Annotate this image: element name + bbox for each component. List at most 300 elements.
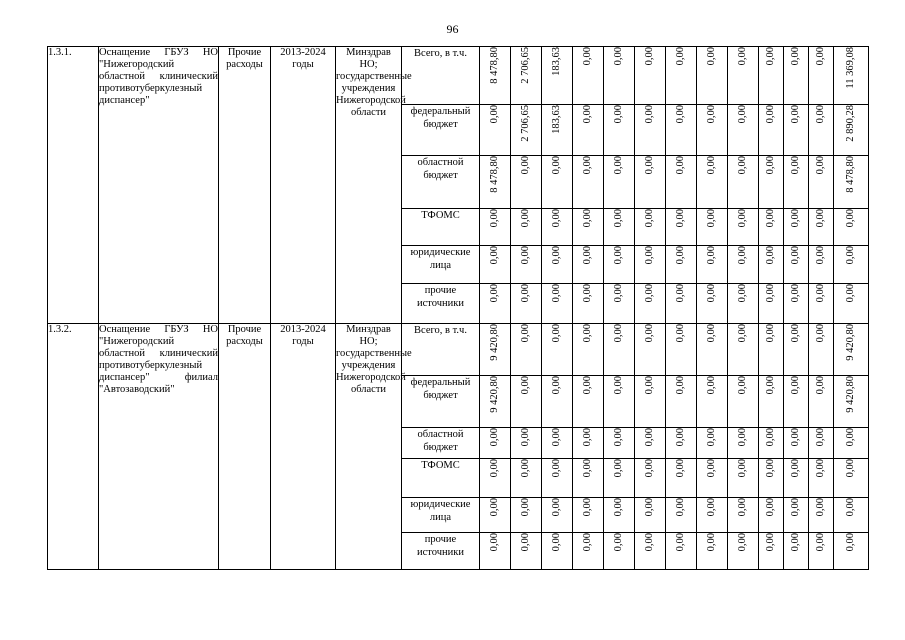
total-value-cell [834, 47, 869, 105]
value-cell [728, 428, 759, 459]
value-text: 0,00 [613, 284, 624, 303]
value-cell [635, 376, 666, 428]
value-cell [784, 324, 809, 376]
value-text: 9 420,80 [489, 376, 500, 413]
value-cell [511, 209, 542, 246]
value-text: 8 478,80 [489, 156, 500, 193]
value-cell [635, 324, 666, 376]
value-text: 0,00 [613, 324, 624, 343]
value-text: 0,00 [790, 246, 801, 265]
value-cell [809, 209, 834, 246]
value-cell [784, 459, 809, 498]
value-text: 0,00 [489, 459, 500, 478]
value-cell [809, 428, 834, 459]
funding-source: юридические лица [402, 246, 480, 284]
value-cell [759, 376, 784, 428]
value-cell [809, 156, 834, 209]
funding-source: прочие источники [402, 284, 480, 324]
value-cell [784, 209, 809, 246]
value-cell [511, 284, 542, 324]
value-text: 0,00 [582, 376, 593, 395]
value-cell [697, 47, 728, 105]
value-text: 0,00 [551, 533, 562, 552]
value-cell [480, 498, 511, 533]
value-text: 0,00 [644, 156, 655, 175]
total-value-cell [834, 459, 869, 498]
value-text: 0,00 [675, 498, 686, 517]
value-cell [666, 284, 697, 324]
value-text: 0,00 [765, 246, 776, 265]
value-cell [635, 428, 666, 459]
value-cell [635, 498, 666, 533]
value-text: 0,00 [815, 533, 826, 552]
value-cell [728, 498, 759, 533]
value-cell [666, 47, 697, 105]
value-cell [759, 47, 784, 105]
value-cell [728, 209, 759, 246]
total-value-cell [834, 498, 869, 533]
value-cell [480, 246, 511, 284]
value-text: 0,00 [790, 459, 801, 478]
value-cell [784, 533, 809, 570]
value-text: 0,00 [845, 533, 856, 552]
value-text: 0,00 [765, 533, 776, 552]
value-cell [573, 376, 604, 428]
value-text: 0,00 [551, 376, 562, 395]
value-cell [511, 47, 542, 105]
value-cell [728, 156, 759, 209]
value-cell [809, 459, 834, 498]
value-cell [511, 498, 542, 533]
value-cell [511, 324, 542, 376]
value-text: 0,00 [551, 324, 562, 343]
implementation-period: 2013-2024 годы [271, 47, 336, 324]
value-cell [511, 105, 542, 156]
value-text: 0,00 [582, 284, 593, 303]
value-cell [573, 533, 604, 570]
value-text: 0,00 [613, 209, 624, 228]
value-cell [542, 459, 573, 498]
value-text: 0,00 [582, 47, 593, 66]
value-cell [542, 246, 573, 284]
value-text: 0,00 [675, 209, 686, 228]
value-cell [604, 533, 635, 570]
value-text: 0,00 [706, 47, 717, 66]
total-value-cell [834, 533, 869, 570]
value-cell [697, 209, 728, 246]
value-text: 0,00 [613, 533, 624, 552]
value-text: 0,00 [706, 498, 717, 517]
value-cell [542, 376, 573, 428]
value-text: 0,00 [489, 428, 500, 447]
value-text: 0,00 [582, 459, 593, 478]
value-cell [635, 209, 666, 246]
value-cell [666, 324, 697, 376]
value-text: 0,00 [815, 105, 826, 124]
value-cell [573, 209, 604, 246]
value-cell [635, 105, 666, 156]
value-cell [759, 324, 784, 376]
value-text: 0,00 [765, 209, 776, 228]
value-cell [480, 533, 511, 570]
executor: Минздрав НО; государственные учреждения Нижегородской области [336, 47, 402, 324]
value-text: 0,00 [613, 105, 624, 124]
value-cell [480, 47, 511, 105]
value-text: 0,00 [644, 324, 655, 343]
value-cell [542, 324, 573, 376]
value-cell [728, 533, 759, 570]
expense-type: Прочие расходы [219, 324, 271, 570]
executor: Минздрав НО; государственные учреждения Нижегородской области [336, 324, 402, 570]
value-cell [573, 284, 604, 324]
value-cell [604, 246, 635, 284]
value-cell [759, 498, 784, 533]
value-cell [573, 47, 604, 105]
value-cell [604, 284, 635, 324]
value-text: 2 890,28 [845, 105, 856, 142]
value-text: 0,00 [790, 324, 801, 343]
value-text: 183,63 [551, 47, 562, 76]
value-text: 0,00 [644, 459, 655, 478]
value-text: 0,00 [551, 156, 562, 175]
value-text: 0,00 [644, 533, 655, 552]
value-text: 0,00 [790, 105, 801, 124]
value-cell [697, 156, 728, 209]
value-text: 0,00 [790, 47, 801, 66]
table-body [48, 47, 869, 570]
value-cell [697, 428, 728, 459]
value-text: 0,00 [520, 533, 531, 552]
value-text: 0,00 [675, 156, 686, 175]
value-text: 0,00 [815, 428, 826, 447]
value-text: 0,00 [551, 459, 562, 478]
value-text: 0,00 [520, 428, 531, 447]
value-cell [573, 459, 604, 498]
value-text: 0,00 [845, 284, 856, 303]
value-text: 0,00 [765, 284, 776, 303]
value-cell [635, 533, 666, 570]
value-text: 0,00 [790, 498, 801, 517]
value-cell [542, 498, 573, 533]
value-text: 0,00 [613, 47, 624, 66]
value-text: 0,00 [765, 324, 776, 343]
value-text: 0,00 [737, 47, 748, 66]
value-cell [759, 156, 784, 209]
value-text: 0,00 [815, 284, 826, 303]
value-text: 0,00 [551, 209, 562, 228]
value-cell [480, 284, 511, 324]
value-text: 0,00 [737, 498, 748, 517]
value-cell [480, 105, 511, 156]
value-text: 0,00 [644, 105, 655, 124]
value-text: 0,00 [582, 156, 593, 175]
value-text: 0,00 [551, 498, 562, 517]
value-text: 0,00 [613, 156, 624, 175]
value-text: 0,00 [790, 533, 801, 552]
value-cell [728, 47, 759, 105]
value-text: 0,00 [675, 376, 686, 395]
value-text: 0,00 [520, 324, 531, 343]
value-text: 0,00 [489, 246, 500, 265]
value-text: 0,00 [582, 498, 593, 517]
funding-source: федеральный бюджет [402, 376, 480, 428]
value-cell [666, 209, 697, 246]
value-text: 9 420,80 [845, 324, 856, 361]
value-cell [573, 428, 604, 459]
value-cell [666, 376, 697, 428]
value-cell [809, 105, 834, 156]
value-text: 0,00 [706, 156, 717, 175]
value-text: 0,00 [737, 105, 748, 124]
value-cell [666, 498, 697, 533]
value-text: 0,00 [520, 156, 531, 175]
funding-source: прочие источники [402, 533, 480, 570]
value-cell [511, 428, 542, 459]
total-value-cell [834, 156, 869, 209]
value-text: 0,00 [765, 376, 776, 395]
value-cell [480, 156, 511, 209]
value-cell [542, 428, 573, 459]
value-text: 0,00 [790, 428, 801, 447]
value-cell [759, 284, 784, 324]
value-cell [697, 246, 728, 284]
value-cell [480, 428, 511, 459]
total-value-cell [834, 246, 869, 284]
value-text: 0,00 [520, 284, 531, 303]
value-text: 0,00 [644, 428, 655, 447]
value-text: 8 478,80 [489, 47, 500, 84]
value-text: 0,00 [706, 105, 717, 124]
value-cell [511, 246, 542, 284]
value-text: 2 706,65 [520, 47, 531, 84]
value-cell [728, 284, 759, 324]
value-text: 0,00 [765, 47, 776, 66]
value-cell [604, 47, 635, 105]
value-cell [635, 47, 666, 105]
value-text: 0,00 [520, 246, 531, 265]
value-cell [759, 533, 784, 570]
total-value-cell [834, 105, 869, 156]
value-text: 0,00 [489, 533, 500, 552]
value-cell [604, 459, 635, 498]
value-cell [784, 105, 809, 156]
value-text: 0,00 [845, 209, 856, 228]
value-text: 0,00 [675, 246, 686, 265]
value-text: 0,00 [845, 246, 856, 265]
value-cell [759, 105, 784, 156]
value-text: 183,63 [551, 105, 562, 134]
value-text: 0,00 [815, 47, 826, 66]
value-text: 0,00 [737, 209, 748, 228]
value-text: 0,00 [737, 533, 748, 552]
value-text: 0,00 [737, 428, 748, 447]
value-cell [666, 428, 697, 459]
value-cell [784, 47, 809, 105]
table-row [48, 47, 869, 105]
total-value-cell [834, 284, 869, 324]
value-text: 0,00 [815, 324, 826, 343]
table-row [48, 324, 869, 376]
value-text: 0,00 [737, 156, 748, 175]
value-cell [542, 284, 573, 324]
value-cell [604, 428, 635, 459]
value-text: 0,00 [520, 209, 531, 228]
value-text: 0,00 [675, 533, 686, 552]
value-cell [480, 324, 511, 376]
value-cell [604, 209, 635, 246]
value-text: 0,00 [706, 459, 717, 478]
total-value-cell [834, 209, 869, 246]
value-cell [728, 105, 759, 156]
value-text: 0,00 [582, 428, 593, 447]
value-text: 0,00 [644, 209, 655, 228]
value-cell [542, 47, 573, 105]
value-text: 0,00 [489, 209, 500, 228]
value-cell [809, 284, 834, 324]
value-text: 0,00 [613, 498, 624, 517]
value-cell [573, 246, 604, 284]
value-cell [697, 376, 728, 428]
value-text: 8 478,80 [845, 156, 856, 193]
value-text: 11 369,08 [845, 47, 856, 89]
value-cell [666, 533, 697, 570]
value-cell [511, 156, 542, 209]
funding-source: ТФОМС [402, 459, 480, 498]
value-cell [480, 209, 511, 246]
value-text: 0,00 [489, 284, 500, 303]
value-text: 0,00 [551, 284, 562, 303]
value-cell [480, 376, 511, 428]
value-text: 0,00 [706, 284, 717, 303]
value-cell [809, 533, 834, 570]
value-cell [784, 284, 809, 324]
value-cell [511, 459, 542, 498]
value-cell [635, 246, 666, 284]
value-text: 0,00 [765, 428, 776, 447]
total-value-cell [834, 376, 869, 428]
value-text: 0,00 [644, 498, 655, 517]
value-text: 0,00 [845, 498, 856, 517]
funding-source: Всего, в т.ч. [402, 324, 480, 376]
item-name: Оснащение ГБУЗ НО "Нижегородский областной клинический противотуберкулезный диспансер" филиал "Автозаводский" [99, 324, 219, 570]
value-cell [759, 428, 784, 459]
value-text: 0,00 [845, 459, 856, 478]
funding-source: Всего, в т.ч. [402, 47, 480, 105]
value-cell [809, 498, 834, 533]
item-name: Оснащение ГБУЗ НО "Нижегородский областной клинический противотуберкулезный диспансер" [99, 47, 219, 324]
value-cell [784, 498, 809, 533]
value-text: 0,00 [644, 246, 655, 265]
value-text: 0,00 [489, 498, 500, 517]
value-text: 0,00 [644, 284, 655, 303]
value-text: 0,00 [706, 324, 717, 343]
value-cell [604, 376, 635, 428]
value-text: 0,00 [489, 105, 500, 124]
value-text: 0,00 [815, 459, 826, 478]
value-cell [573, 324, 604, 376]
value-cell [728, 324, 759, 376]
value-cell [635, 156, 666, 209]
value-cell [784, 428, 809, 459]
value-text: 0,00 [737, 459, 748, 478]
value-cell [809, 47, 834, 105]
funding-source: федеральный бюджет [402, 105, 480, 156]
value-text: 0,00 [790, 209, 801, 228]
implementation-period: 2013-2024 годы [271, 324, 336, 570]
value-cell [697, 498, 728, 533]
value-text: 0,00 [520, 498, 531, 517]
funding-source: областной бюджет [402, 428, 480, 459]
value-text: 0,00 [815, 209, 826, 228]
value-text: 0,00 [765, 459, 776, 478]
value-cell [604, 156, 635, 209]
value-cell [635, 284, 666, 324]
funding-source: областной бюджет [402, 156, 480, 209]
value-text: 9 420,80 [489, 324, 500, 361]
value-cell [573, 498, 604, 533]
value-text: 0,00 [520, 459, 531, 478]
value-text: 0,00 [765, 156, 776, 175]
value-cell [542, 105, 573, 156]
value-cell [697, 284, 728, 324]
value-cell [784, 156, 809, 209]
value-text: 0,00 [675, 324, 686, 343]
value-text: 0,00 [765, 498, 776, 517]
budget-table [47, 46, 869, 570]
value-cell [697, 324, 728, 376]
value-cell [604, 498, 635, 533]
value-cell [759, 246, 784, 284]
value-text: 0,00 [815, 498, 826, 517]
value-text: 0,00 [582, 246, 593, 265]
value-cell [573, 156, 604, 209]
value-text: 0,00 [644, 47, 655, 66]
item-number: 1.3.1. [48, 47, 99, 324]
value-text: 0,00 [582, 324, 593, 343]
value-cell [697, 105, 728, 156]
value-text: 0,00 [551, 246, 562, 265]
value-text: 0,00 [765, 105, 776, 124]
value-text: 0,00 [790, 376, 801, 395]
value-cell [728, 459, 759, 498]
value-text: 0,00 [675, 284, 686, 303]
value-text: 9 420,80 [845, 376, 856, 413]
item-number: 1.3.2. [48, 324, 99, 570]
value-cell [759, 459, 784, 498]
value-text: 0,00 [582, 533, 593, 552]
value-text: 0,00 [644, 376, 655, 395]
value-cell [542, 209, 573, 246]
value-text: 0,00 [706, 533, 717, 552]
value-cell [666, 105, 697, 156]
funding-source: юридические лица [402, 498, 480, 533]
value-text: 0,00 [737, 324, 748, 343]
value-text: 0,00 [706, 376, 717, 395]
value-text: 0,00 [737, 284, 748, 303]
value-text: 0,00 [613, 459, 624, 478]
value-cell [635, 459, 666, 498]
value-cell [511, 376, 542, 428]
funding-source: ТФОМС [402, 209, 480, 246]
value-cell [666, 459, 697, 498]
value-text: 0,00 [520, 376, 531, 395]
value-text: 0,00 [815, 156, 826, 175]
value-cell [542, 156, 573, 209]
value-cell [604, 105, 635, 156]
value-text: 0,00 [613, 428, 624, 447]
value-text: 0,00 [675, 47, 686, 66]
value-cell [809, 376, 834, 428]
